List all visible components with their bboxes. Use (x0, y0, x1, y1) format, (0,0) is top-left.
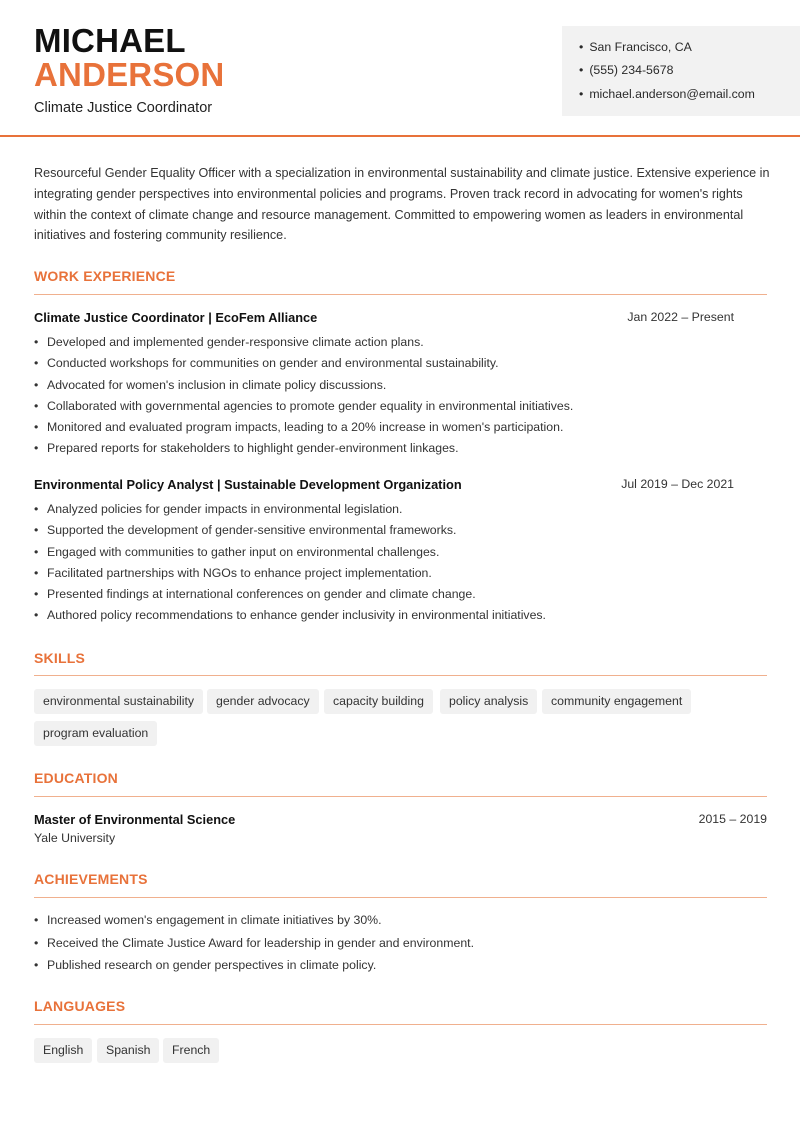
education-dates: 2015 – 2019 (698, 812, 767, 826)
contact-email[interactable]: • michael.anderson@email.com (579, 87, 755, 101)
header-divider (0, 135, 800, 137)
list-item: • Increased women's engagement in climate initiatives by 30%. (34, 909, 767, 932)
section-divider (34, 796, 767, 797)
education-school: Yale University (34, 831, 116, 845)
skill-chip: policy analysis (440, 689, 537, 714)
section-title-achievements: ACHIEVEMENTS (34, 871, 148, 887)
job-entry-1 (34, 310, 767, 325)
summary-paragraph: Resourceful Gender Equality Officer with a specialization in environmental sustainability and climate justice. Extensive experience in integrating gender perspectives into environmental policies and programs. Proven track record in advocating for women's rights within the context of climate change and resource management. Committed to empowering women as leaders in environmental initiatives and fostering community resilience. (34, 166, 770, 243)
contact-box (562, 26, 800, 116)
list-item: • Published research on gender perspectives in climate policy. (34, 954, 767, 977)
job-bullets-2 (34, 499, 767, 627)
section-title-work: WORK EXPERIENCE (34, 268, 176, 284)
job-entry-2 (34, 477, 767, 492)
skill-chip: gender advocacy (207, 689, 319, 714)
list-item: • Presented findings at international conferences on gender and climate change. (34, 584, 767, 605)
list-item: • Prepared reports for stakeholders to highlight gender-environment linkages. (34, 438, 767, 459)
education-degree: Master of Environmental Science (34, 812, 236, 827)
contact-phone[interactable]: • (555) 234-5678 (579, 63, 673, 77)
list-item: • Analyzed policies for gender impacts in environmental legislation. (34, 499, 767, 520)
first-name: MICHAEL (34, 22, 186, 59)
contact-location: • San Francisco, CA (579, 40, 692, 54)
job-title-company: Climate Justice Coordinator | EcoFem Alliance (34, 310, 318, 325)
list-item: • Engaged with communities to gather input on environmental challenges. (34, 542, 767, 563)
list-item: • Collaborated with governmental agencies to promote gender equality in environmental initiatives. (34, 396, 767, 417)
section-title-languages: LANGUAGES (34, 998, 126, 1014)
language-chip: English (34, 1038, 92, 1063)
section-divider (34, 897, 767, 898)
section-title-skills: SKILLS (34, 650, 85, 666)
section-divider (34, 294, 767, 295)
job-title: Climate Justice Coordinator (34, 100, 213, 116)
list-item: • Supported the development of gender-sensitive environmental frameworks. (34, 520, 767, 541)
list-item: • Conducted workshops for communities on gender and environmental sustainability. (34, 353, 767, 374)
section-divider (34, 675, 767, 676)
skill-chip: community engagement (542, 689, 691, 714)
job-dates: Jan 2022 – Present (627, 310, 734, 324)
skill-chip: environmental sustainability (34, 689, 203, 714)
list-item: • Facilitated partnerships with NGOs to enhance project implementation. (34, 563, 767, 584)
job-bullets-1 (34, 332, 767, 460)
list-item: • Developed and implemented gender-responsive climate action plans. (34, 332, 767, 353)
achievement-list (34, 909, 767, 977)
section-title-education: EDUCATION (34, 770, 118, 786)
skill-chip: program evaluation (34, 721, 157, 746)
job-title-company: Environmental Policy Analyst | Sustainable Development Organization (34, 477, 462, 492)
last-name: ANDERSON (34, 56, 225, 93)
skill-chip: capacity building (324, 689, 433, 714)
job-dates: Jul 2019 – Dec 2021 (621, 477, 734, 491)
language-chip: Spanish (97, 1038, 159, 1063)
language-chip: French (163, 1038, 219, 1063)
list-item: • Advocated for women's inclusion in climate policy discussions. (34, 375, 767, 396)
list-item: • Monitored and evaluated program impacts, leading to a 20% increase in women's participation. (34, 417, 767, 438)
section-divider (34, 1024, 767, 1025)
resume-header (0, 0, 800, 137)
list-item: • Received the Climate Justice Award for leadership in gender and environment. (34, 932, 767, 955)
list-item: • Authored policy recommendations to enhance gender inclusivity in environmental initiatives. (34, 605, 767, 626)
